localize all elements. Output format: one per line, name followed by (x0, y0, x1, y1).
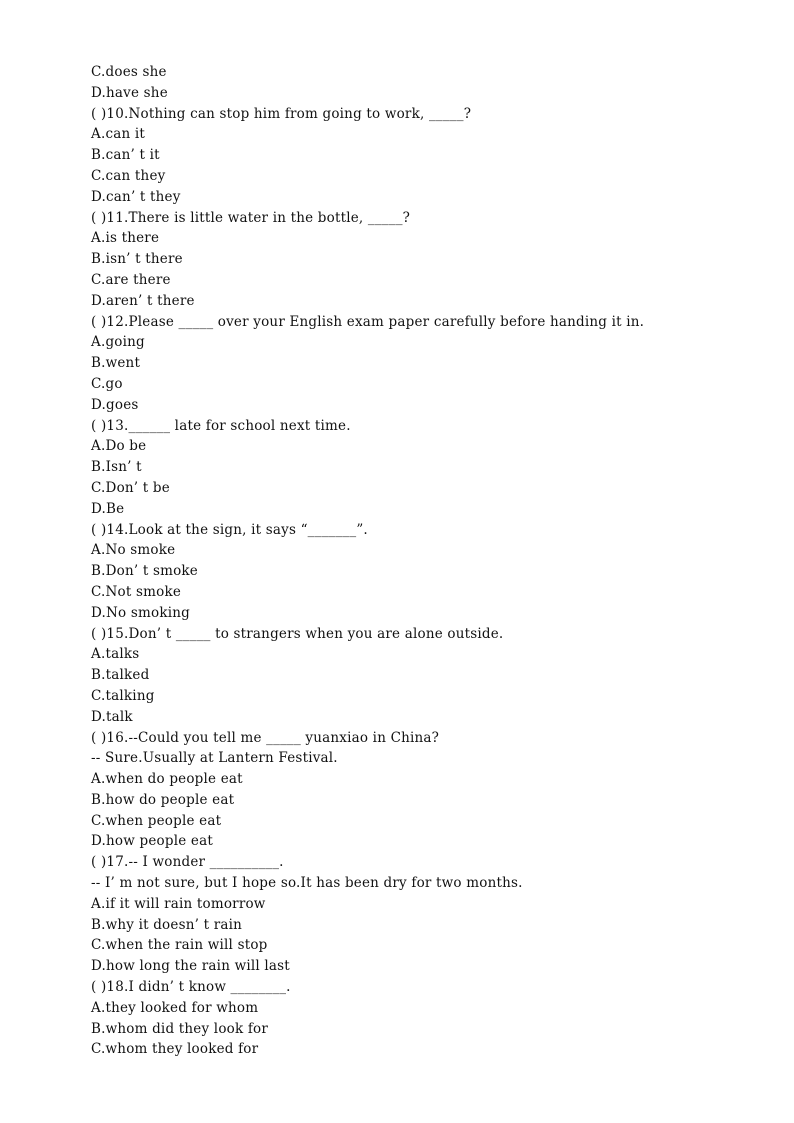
option-line: C.whom they looked for (91, 1041, 259, 1058)
option-line: B.why it doesn’ t rain (91, 916, 243, 933)
option-line: C.Don’ t be (91, 479, 170, 496)
question-12: ( )12.Please _____ over your English exam paper carefully before handing it in. (91, 313, 645, 330)
question-17: ( )17.-- I wonder __________. (91, 854, 284, 871)
question-18: ( )18.I didn’ t know ________. (91, 979, 291, 996)
question-11: ( )11.There is little water in the bottle, _____? (91, 209, 411, 226)
option-line: D.how people eat (91, 833, 213, 850)
option-line: D.No smoking (91, 604, 190, 621)
question-15: ( )15.Don’ t _____ to strangers when you are alone outside. (91, 625, 504, 642)
option-line: A.they looked for whom (91, 999, 259, 1016)
question-13: ( )13.______ late for school next time. (91, 417, 351, 434)
option-line: D.talk (91, 708, 133, 725)
option-line: A.talks (91, 646, 140, 663)
option-line: C.does she (91, 64, 167, 80)
option-line: C.go (91, 375, 123, 392)
option-line: A.Do be (91, 438, 147, 455)
option-line: A.if it will rain tomorrow (91, 895, 266, 912)
option-line: A.can it (91, 126, 145, 143)
option-line: B.Don’ t smoke (91, 563, 198, 580)
document-page (91, 62, 771, 1060)
option-line: D.can’ t they (91, 188, 181, 205)
option-line: D.have she (91, 84, 168, 101)
question-16: ( )16.--Could you tell me _____ yuanxiao in China? (91, 729, 440, 746)
option-line: B.whom did they look for (91, 1020, 269, 1037)
option-line: D.aren’ t there (91, 292, 195, 309)
option-line: B.how do people eat (91, 791, 235, 808)
option-line: A.is there (91, 230, 160, 247)
option-line: C.can they (91, 167, 166, 184)
option-line: C.are there (91, 271, 171, 288)
dialogue-line: -- I’ m not sure, but I hope so.It has been dry for two months. (91, 875, 523, 892)
option-line: A.No smoke (91, 542, 176, 559)
option-line: D.Be (91, 500, 125, 517)
option-line: D.how long the rain will last (91, 958, 290, 975)
option-line: B.isn’ t there (91, 251, 183, 268)
option-line: B.Isn’ t (91, 459, 142, 476)
option-line: C.when the rain will stop (91, 937, 268, 954)
question-10: ( )10.Nothing can stop him from going to work, _____? (91, 105, 472, 122)
option-line: B.went (91, 355, 141, 372)
question-14: ( )14.Look at the sign, it says “_______”. (91, 521, 368, 538)
option-line: C.Not smoke (91, 583, 182, 600)
option-line: B.can’ t it (91, 147, 160, 164)
option-line: B.talked (91, 667, 150, 684)
option-line: A.going (91, 334, 145, 351)
option-line: D.goes (91, 396, 139, 413)
option-line: C.talking (91, 687, 155, 704)
option-line: C.when people eat (91, 812, 222, 829)
option-line: A.when do people eat (91, 771, 243, 788)
dialogue-line: -- Sure.Usually at Lantern Festival. (91, 750, 338, 767)
